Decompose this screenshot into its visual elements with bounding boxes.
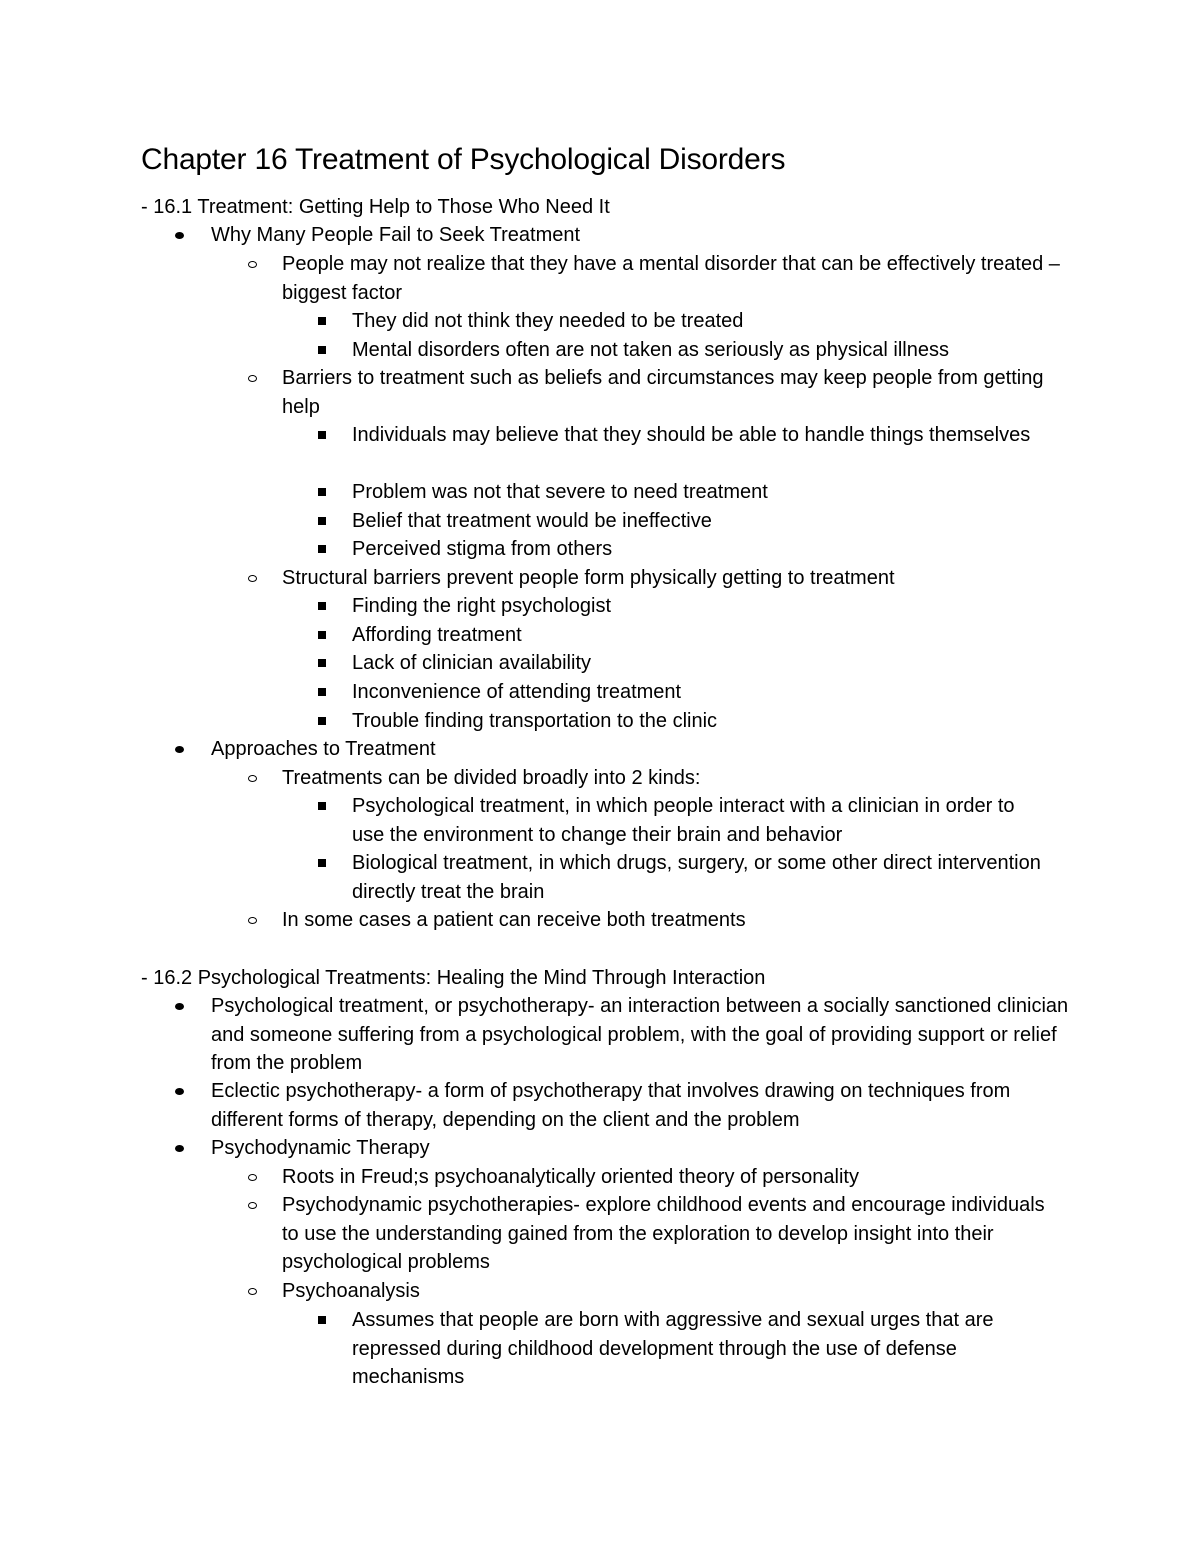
list-item-text: Trouble finding transportation to the clinic: [352, 710, 718, 732]
bullet-circle-icon: [248, 906, 257, 935]
bullet-square-icon: [318, 336, 326, 365]
list-item: [352, 336, 1052, 365]
list-item-text: Roots in Freud;s psychoanalytically oriented theory of personality: [282, 1166, 859, 1188]
bullet-square-icon: [318, 707, 326, 736]
bullet-circle-icon: [248, 364, 257, 393]
list-item-text: Belief that treatment would be ineffective: [352, 510, 712, 532]
bullet-square-icon: [318, 535, 326, 564]
bullet-square-icon: [318, 1306, 326, 1335]
list-item: [211, 1077, 1071, 1134]
list-item: [352, 678, 1052, 707]
list-item-text: Assumes that people are born with aggressive and sexual urges that are repressed during childhood development through the use of defense mechanisms: [352, 1309, 994, 1389]
list-item-text: Affording treatment: [352, 624, 522, 646]
bullet-dot-icon: [175, 1134, 184, 1163]
bullet-circle-icon: [248, 250, 257, 279]
list-item-text: Lack of clinician availability: [352, 652, 592, 674]
list-item-text: Psychological treatment, or psychotherapy- an interaction between a socially sanctioned clinician and someone suffering from a psychological problem, with the goal of providing support or relief from the problem: [211, 995, 1069, 1075]
list-item: [352, 592, 1052, 621]
list-item: [211, 221, 1071, 250]
bullet-circle-icon: [248, 1277, 257, 1306]
list-item: [352, 535, 1052, 564]
list-item: [282, 1163, 1062, 1192]
list-item-text: Why Many People Fail to Seek Treatment: [211, 224, 581, 246]
list-item-text: Structural barriers prevent people form physically getting to treatment: [282, 567, 895, 589]
list-item: [211, 992, 1071, 1078]
list-item-text: Treatments can be divided broadly into 2 kinds:: [282, 767, 701, 789]
list-item: [282, 764, 1062, 793]
list-item-text: They did not think they needed to be treated: [352, 310, 744, 332]
list-item-text: Psychoanalysis: [282, 1280, 420, 1302]
bullet-square-icon: [318, 507, 326, 536]
list-item: [282, 1277, 1062, 1306]
bullet-circle-icon: [248, 1191, 257, 1220]
bullet-square-icon: [318, 649, 326, 678]
list-item: [352, 621, 1052, 650]
list-item-text: People may not realize that they have a mental disorder that can be effectively treated –biggest factor: [282, 253, 1060, 304]
bullet-square-icon: [318, 792, 326, 821]
list-item-text: In some cases a patient can receive both treatments: [282, 909, 746, 931]
bullet-dot-icon: [175, 221, 184, 250]
bullet-square-icon: [318, 849, 326, 878]
bullet-square-icon: [318, 592, 326, 621]
bullet-square-icon: [318, 678, 326, 707]
list-item: [352, 649, 1052, 678]
list-item: [211, 735, 1071, 764]
bullet-dot-icon: [175, 1077, 184, 1106]
list-item-text: Approaches to Treatment: [211, 738, 436, 760]
list-item-text: Inconvenience of attending treatment: [352, 681, 682, 703]
list-item-text: Mental disorders often are not taken as seriously as physical illness: [352, 339, 949, 361]
bullet-square-icon: [318, 478, 326, 507]
list-item-text: Psychodynamic psychotherapies- explore childhood events and encourage individuals to use the understanding gained from the exploration to develop insight into their psychological problems: [282, 1194, 1045, 1274]
bullet-circle-icon: [248, 764, 257, 793]
bullet-circle-icon: [248, 1163, 257, 1192]
list-item: [352, 478, 1052, 507]
list-item-text: Psychodynamic Therapy: [211, 1137, 430, 1159]
bullet-circle-icon: [248, 564, 257, 593]
bullet-square-icon: [318, 421, 326, 450]
list-item: [282, 250, 1062, 307]
bullet-dot-icon: [175, 992, 184, 1021]
section-heading-16-1: - 16.1 Treatment: Getting Help to Those Who Need It: [141, 196, 610, 218]
list-item: [352, 421, 1052, 450]
list-item: [352, 849, 1052, 906]
list-item: [211, 1134, 1071, 1163]
bullet-square-icon: [318, 621, 326, 650]
list-item: [282, 906, 1062, 935]
list-item: [282, 1191, 1062, 1277]
list-item: [352, 707, 1052, 736]
list-item-text: Problem was not that severe to need treatment: [352, 481, 768, 503]
list-item: [352, 507, 1052, 536]
list-item-text: Finding the right psychologist: [352, 595, 612, 617]
list-item: [282, 364, 1062, 421]
document-title: Chapter 16 Treatment of Psychological Disorders: [141, 143, 786, 176]
list-item: [352, 1306, 1052, 1392]
list-item-text: Individuals may believe that they should be able to handle things themselves: [352, 424, 1031, 446]
list-item-text: Perceived stigma from others: [352, 538, 613, 560]
bullet-dot-icon: [175, 735, 184, 764]
bullet-square-icon: [318, 307, 326, 336]
section-heading-16-2: - 16.2 Psychological Treatments: Healing the Mind Through Interaction: [141, 967, 766, 989]
list-item-text: Psychological treatment, in which people interact with a clinician in order to use the environment to change their brain and behavior: [352, 795, 1015, 846]
list-item: [352, 792, 1052, 849]
list-item: [352, 307, 1052, 336]
list-item-text: Barriers to treatment such as beliefs and circumstances may keep people from getting help: [282, 367, 1044, 418]
list-item: [282, 564, 1062, 593]
list-item-text: Biological treatment, in which drugs, surgery, or some other direct intervention directly treat the brain: [352, 852, 1041, 903]
list-item-text: Eclectic psychotherapy- a form of psychotherapy that involves drawing on techniques from different forms of therapy, depending on the client and the problem: [211, 1080, 1011, 1131]
